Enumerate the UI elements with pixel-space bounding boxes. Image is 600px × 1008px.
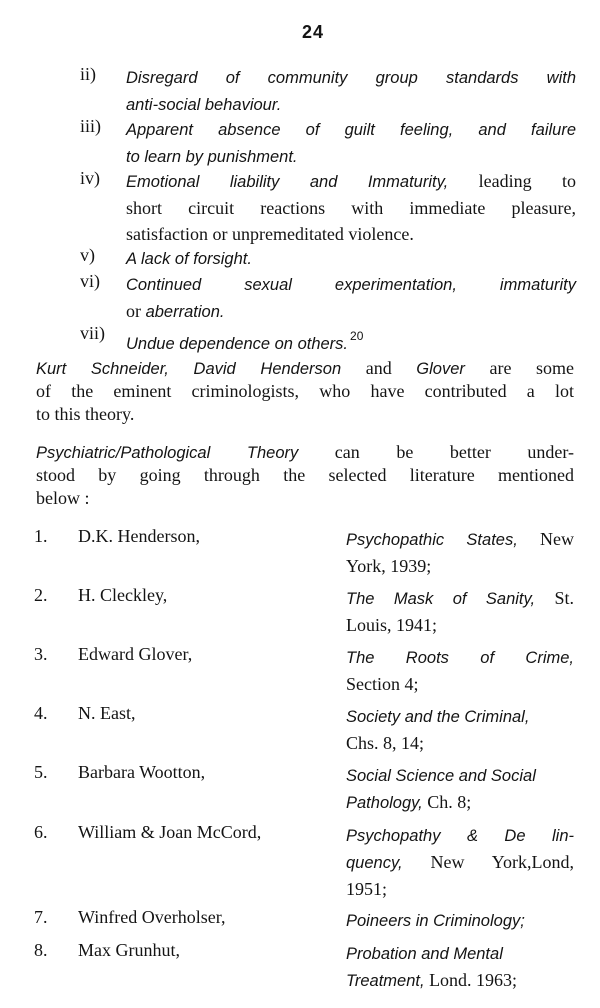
list-item-number: vi) [80, 271, 100, 291]
text-line [126, 143, 576, 170]
text-run: York, 1939; [346, 556, 432, 576]
text-run: are some [464, 358, 575, 378]
text-line [36, 380, 574, 403]
text-line [346, 876, 574, 902]
list-item-number: v) [80, 245, 95, 265]
reference-work [346, 644, 574, 697]
text-run: Poineers in Criminology; [346, 912, 525, 930]
text-run: below : [36, 488, 90, 508]
text-run: Psychopathy & De lin- [346, 827, 574, 845]
text-line [346, 526, 574, 553]
text-run: Ch. 8; [422, 792, 472, 812]
list-item-text [126, 64, 576, 118]
text-run: Disregard of community group standards with [126, 69, 576, 87]
reference-author: N. East, [78, 703, 136, 723]
text-run: to this theory. [36, 404, 135, 424]
reference-author: William & Joan McCord, [78, 822, 262, 842]
text-run: leading to [448, 171, 576, 191]
text-line [346, 940, 574, 967]
text-line [346, 585, 574, 612]
reference-number: 1. [34, 526, 48, 546]
list-item-text [126, 245, 576, 272]
text-run: St. [535, 588, 574, 608]
text-line [36, 357, 574, 380]
list-item-text [126, 116, 576, 170]
text-run: New [517, 529, 574, 549]
text-line [126, 271, 576, 298]
text-line [346, 789, 574, 816]
reference-number: 4. [34, 703, 48, 723]
text-line [346, 703, 574, 730]
reference-work [346, 526, 574, 579]
list-item-number: iv) [80, 168, 100, 188]
text-line [126, 323, 576, 357]
text-run: Chs. 8, 14; [346, 733, 425, 753]
list-item-number: vii) [80, 323, 105, 343]
text-run: Undue dependence on others. [126, 335, 349, 353]
text-run: to learn by punishment. [126, 148, 298, 166]
reference-author: Barbara Wootton, [78, 762, 206, 782]
text-line [346, 907, 574, 934]
text-line [126, 245, 576, 272]
text-run: Psychopathic States, [346, 531, 518, 549]
text-line [126, 168, 576, 195]
text-run: anti-social behaviour. [126, 96, 282, 114]
page-number: 24 [301, 22, 325, 42]
text-run: Louis, 1941; [346, 615, 438, 635]
text-line [346, 849, 574, 876]
text-run: aberration. [141, 303, 225, 321]
text-run: stood by going through the selected literature mentioned [36, 465, 574, 485]
text-run: Kurt Schneider, David Henderson [36, 360, 342, 378]
reference-work [346, 822, 574, 902]
text-run: A lack of forsight. [126, 250, 252, 268]
text-run: The Roots of Crime, [346, 649, 574, 667]
text-line [346, 967, 574, 994]
text-line [36, 464, 574, 487]
reference-author: D.K. Henderson, [78, 526, 200, 546]
reference-author: Edward Glover, [78, 644, 193, 664]
text-run: quency, [346, 854, 403, 872]
text-run: Glover [416, 360, 465, 378]
list-item-number: ii) [80, 64, 96, 84]
text-run: Apparent absence of guilt feeling, and failure [126, 121, 576, 139]
text-run: satisfaction or unpremeditated violence. [126, 224, 414, 244]
list-item-number: iii) [80, 116, 101, 136]
text-line [346, 730, 574, 756]
text-line [126, 116, 576, 143]
text-run: Lond. 1963; [424, 970, 518, 990]
text-line [126, 221, 576, 247]
reference-number: 8. [34, 940, 48, 960]
reference-number: 3. [34, 644, 48, 664]
reference-number: 2. [34, 585, 48, 605]
reference-work [346, 585, 574, 638]
paragraph [36, 357, 574, 426]
text-line [346, 612, 574, 638]
text-run: 1951; [346, 879, 388, 899]
text-line [346, 553, 574, 579]
text-line [346, 822, 574, 849]
text-line [36, 441, 574, 464]
text-run: Treatment, [346, 972, 425, 990]
text-run: of the eminent criminologists, who have contributed a lot [36, 381, 574, 401]
footnote-ref: 20 [350, 329, 364, 343]
list-item-text [126, 168, 576, 247]
text-line [36, 403, 574, 426]
text-run: Social Science and Social [346, 767, 536, 785]
text-line [36, 487, 574, 510]
text-run: Probation and Mental [346, 945, 503, 963]
text-run: New York,Lond, [402, 852, 574, 872]
reference-work [346, 703, 574, 756]
reference-number: 5. [34, 762, 48, 782]
text-run: The Mask of Sanity, [346, 590, 536, 608]
reference-number: 7. [34, 907, 48, 927]
text-run: short circuit reactions with immediate pleasure, [126, 198, 576, 218]
text-line [346, 671, 574, 697]
reference-work [346, 940, 574, 994]
text-run: Psychiatric/Pathological Theory [36, 444, 299, 462]
paragraph [36, 441, 574, 510]
reference-number: 6. [34, 822, 48, 842]
text-run: or [126, 301, 141, 321]
text-run: Pathology, [346, 794, 423, 812]
text-run: and [341, 358, 417, 378]
reference-author: Max Grunhut, [78, 940, 180, 960]
list-item-text [126, 271, 576, 325]
text-line [126, 298, 576, 325]
reference-author: H. Cleckley, [78, 585, 168, 605]
text-line [346, 644, 574, 671]
text-run: Society and the Criminal, [346, 708, 530, 726]
text-run: can be better under- [298, 442, 575, 462]
text-run: Section 4; [346, 674, 419, 694]
reference-work [346, 907, 574, 934]
text-line [126, 195, 576, 221]
reference-author: Winfred Overholser, [78, 907, 226, 927]
text-run: Continued sexual experimentation, immaturity [126, 276, 576, 294]
list-item-text [126, 323, 576, 357]
reference-work [346, 762, 574, 816]
text-line [346, 762, 574, 789]
text-line [126, 91, 576, 118]
text-run: Emotional liability and Immaturity, [126, 173, 449, 191]
text-line [126, 64, 576, 91]
